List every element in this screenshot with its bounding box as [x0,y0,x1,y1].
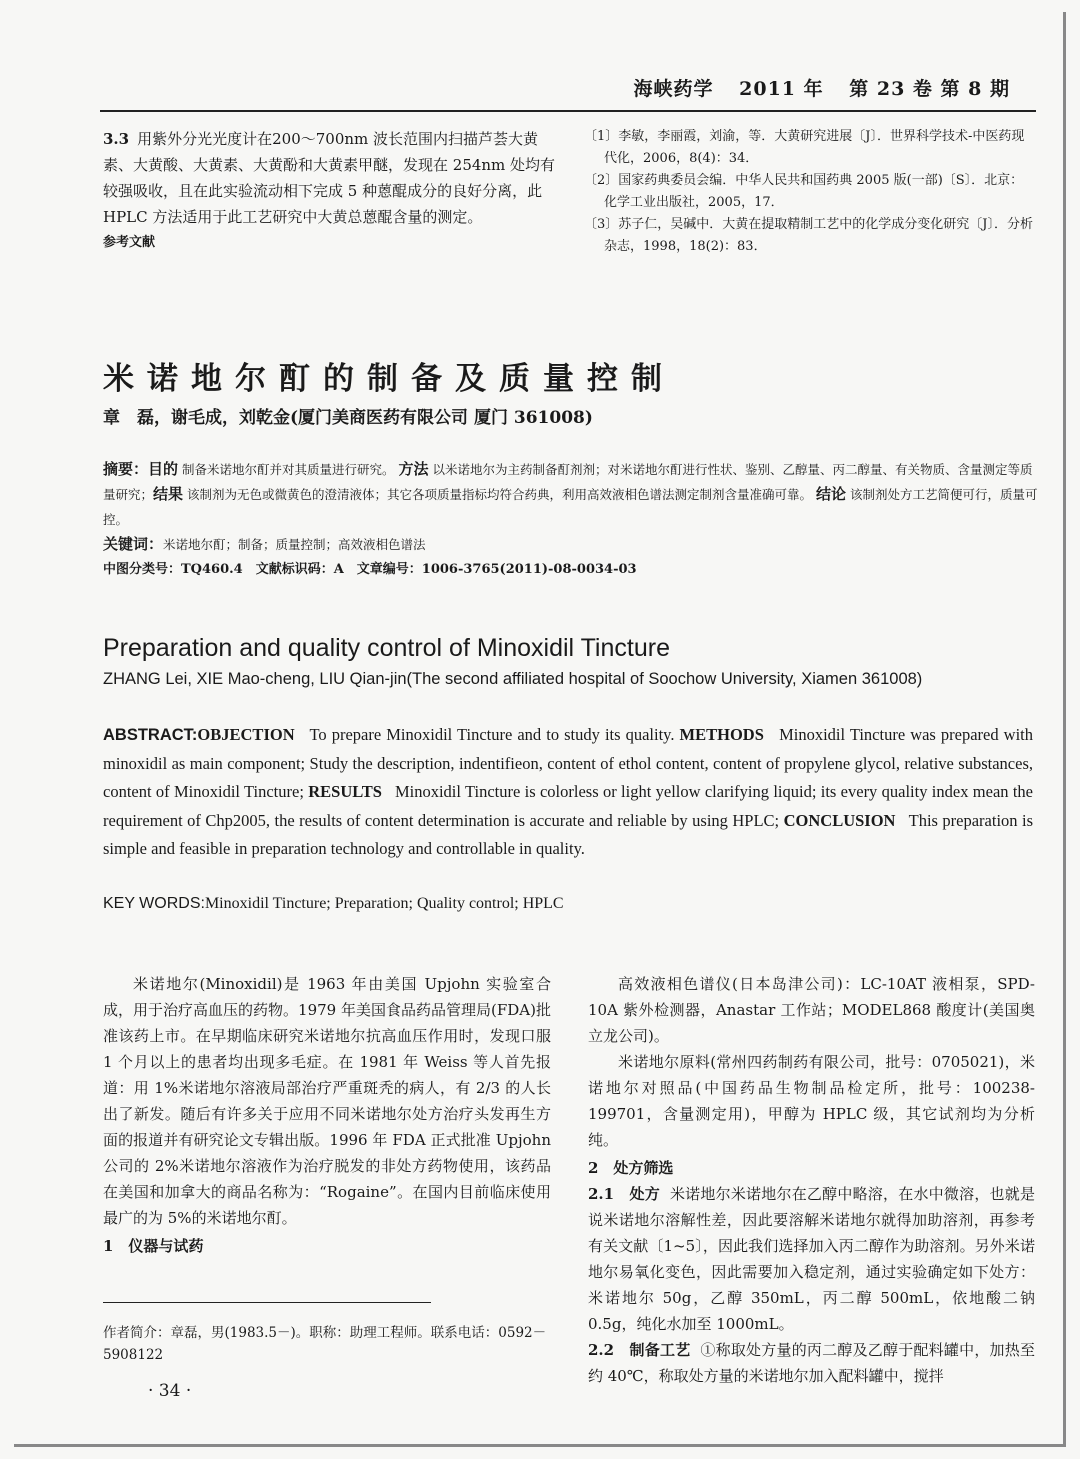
section-heading-instruments: 1 仪器与试药 [103,1237,204,1255]
instruments-paragraph: 高效液相色谱仪(日本岛津公司)：LC-10AT 液相泵，SPD-10A 紫外检测器，Anastar 工作站；MODEL868 酸度计(美国奥立龙公司)。 [588,975,1035,1045]
section-2-2 [588,1337,1035,1389]
abstract-en-methods: Minoxidil Tincture was prepared with minoxidil as main component; Study the description, indentifieon, content of ethol content, content of propylene glycol, relative substances, content of Minoxidil Tincture; [103,725,1034,801]
keywords-en-text: Minoxidil Tincture; Preparation; Quality control; HPLC [204,895,564,912]
prev-section-number: 3.3 [103,130,130,148]
reagents-paragraph: 米诺地尔原料(常州四药制药有限公司，批号：0705021)，米诺地尔对照品(中国药品生物制品检定所，批号：100238-199701，含量测定用)，甲醇为 HPLC 级，其它试剂均为分析纯。 [588,1053,1035,1149]
abstract-en [103,721,1033,864]
abstract-en-conclusion-label: CONCLUSION [783,810,896,830]
section-2-1-label: 2.1 处方 [588,1185,660,1203]
article-title-cn: 米诺地尔酊的制备及质量控制 [103,361,675,397]
section-heading-formulation: 2 处方筛选 [588,1159,674,1177]
abstract-cn-methods-label: 方法 [398,460,429,478]
abstract-cn [103,457,1038,582]
abstract-en-conclusion: This preparation is simple and feasible in preparation technology and controllable in quality. [103,810,1034,858]
keywords-cn-label: 关键词： [103,535,164,553]
abstract-cn-results: 该制剂为无色或微黄色的澄清液体；其它各项质量指标均符合药典，利用高效液相色谱法测定制剂含量准确可靠。 [187,487,813,502]
abstract-cn-methods: 以米诺地尔为主药制备酊剂剂；对米诺地尔酊进行性状、鉴别、乙醇量、丙二醇量、有关物质、含量测定等质量研究； [103,462,1033,502]
journal-issue: 第 23 卷 第 8 期 [849,78,1010,100]
body-left-column [103,971,551,1259]
abstract-en-objection-label: OBJECTION [197,725,295,744]
abstract-en-objection: To prepare Minoxidil Tincture and to study its quality. [309,725,675,744]
journal-header [615,74,1010,101]
intro-paragraph: 米诺地尔(Minoxidil)是 1963 年由美国 Upjohn 实验室合成，用于治疗高血压的药物。1979 年美国食品药品管理局(FDA)批准该药上市。在早期临床研究米诺地尔抗高血压作用时，发现口服 1 个月以上的患者均出现多毛症。在 1981 年 Weiss 等人首先报道：用 1%米诺地尔溶液局部治疗严重斑秃的病人，有 2/3 的人长出了新发。随后有许多关于应用不同米诺地尔处方治疗头发再生方面的报道并有研究论文专辑出版。1996 年 FDA 正式批准 Upjohn 公司的 2%米诺地尔溶液作为治疗脱发的非处方药物使用，该药品在美国和加拿大的商品名称为：“Rogaine”。在国内目前临床使用最广的为 5%的米诺地尔酊。 [103,975,551,1227]
abstract-cn-label: 摘要：目的 [103,460,179,478]
prev-paragraph [103,126,563,230]
abstract-en-results: Minoxidil Tincture is colorless or light yellow clarifying liquid; its every quality index mean the requirement of Chp2005, the results of content determination is accurate and reliable by using HPLC; [103,782,1034,830]
body-right-column [588,971,1035,1389]
section-2-2-label: 2.2 制备工艺 [588,1341,691,1359]
abstract-cn-conclusion-label: 结论 [816,485,847,503]
abstract-en-results-label: RESULTS [308,782,382,801]
header-rule [100,110,1036,112]
keywords-cn [103,532,1038,557]
keywords-en-label: KEY WORDS: [103,895,205,912]
reference-item: 〔2〕国家药典委员会编．中华人民共和国药典 2005 版(一部)〔S〕．北京：化学工业出版社，2005，17． [584,173,1024,210]
page-number: · 34 · [148,1381,192,1401]
footnote-rule [103,1302,431,1303]
journal-name: 海峡药学 [633,78,714,100]
abstract-cn-objective: 制备米诺地尔酊并对其质量进行研究。 [182,462,395,477]
abstract-en-methods-label: METHODS [679,725,764,744]
reference-item: 〔3〕苏子仁，吴碱中．大黄在提取精制工艺中的化学成分变化研究〔J〕．分析杂志，1998，18(2)：83． [584,217,1033,254]
classification-line: 中图分类号：TQ460.4 文献标识码：A 文章编号：1006-3765(2011)-08-0034-03 [103,562,637,577]
abstract-cn-conclusion: 该制剂处方工艺简便可行，质量可控。 [103,487,1038,527]
prev-paragraph-text: 用紫外分光光度计在200～700nm 波长范围内扫描芦荟大黄素、大黄酸、大黄素、大黄酚和大黄素甲醚，发现在 254nm 处均有较强吸收，且在此实验流动相下完成 5 种蒽醌成分的良好分离，此 HPLC 方法适用于此工艺研究中大黄总蒽醌含量的测定。 [103,130,556,226]
section-2-1-text: 米诺地尔米诺地尔在乙醇中略溶，在水中微溶，也就是说米诺地尔溶解性差，因此要溶解米诺地尔就得加助溶剂，再参考有关文献〔1~5〕，因此我们选择加入丙二醇作为助溶剂。另外米诺地尔易氧化变色，因此需要加入稳定剂，通过实验确定如下处方：米诺地尔 50g，乙醇 350mL，丙二醇 500mL，依地酸二钠 0.5g，纯化水加至 1000mL。 [588,1185,1035,1333]
abstract-cn-results-label: 结果 [153,485,184,503]
keywords-cn-text: 米诺地尔酊；制备；质量控制；高效液相色谱法 [163,537,426,552]
section-2-1 [588,1181,1035,1337]
author-footnote: 作者简介：章磊，男(1983.5－)。职称：助理工程师。联系电话：0592－5908122 [103,1325,547,1363]
references-list [584,126,1034,258]
references-label: 参考文献 [103,235,156,250]
authors-en: ZHANG Lei, XIE Mao-cheng, LIU Qian-jin(The second affiliated hospital of Soochow University, Xiamen 361008) [103,670,923,688]
abstract-en-label: ABSTRACT: [103,726,198,744]
article-title-en: Preparation and quality control of Minoxidil Tincture [103,634,670,662]
keywords-en [103,895,564,913]
prev-article-conclusion [103,126,563,256]
authors-cn: 章 磊，谢毛成，刘乾金(厦门美商医药有限公司 厦门 361008) [103,408,593,428]
section-2-2-text: ①称取处方量的丙二醇及乙醇于配料罐中，加热至约 40℃，称取处方量的米诺地尔加入配料罐中，搅拌 [588,1341,1035,1385]
reference-item: 〔1〕李敏，李丽霞，刘渝，等．大黄研究进展〔J〕．世界科学技术-中医药现代化，2006，8(4)：34． [584,129,1025,166]
journal-year: 2011 年 [739,78,824,100]
